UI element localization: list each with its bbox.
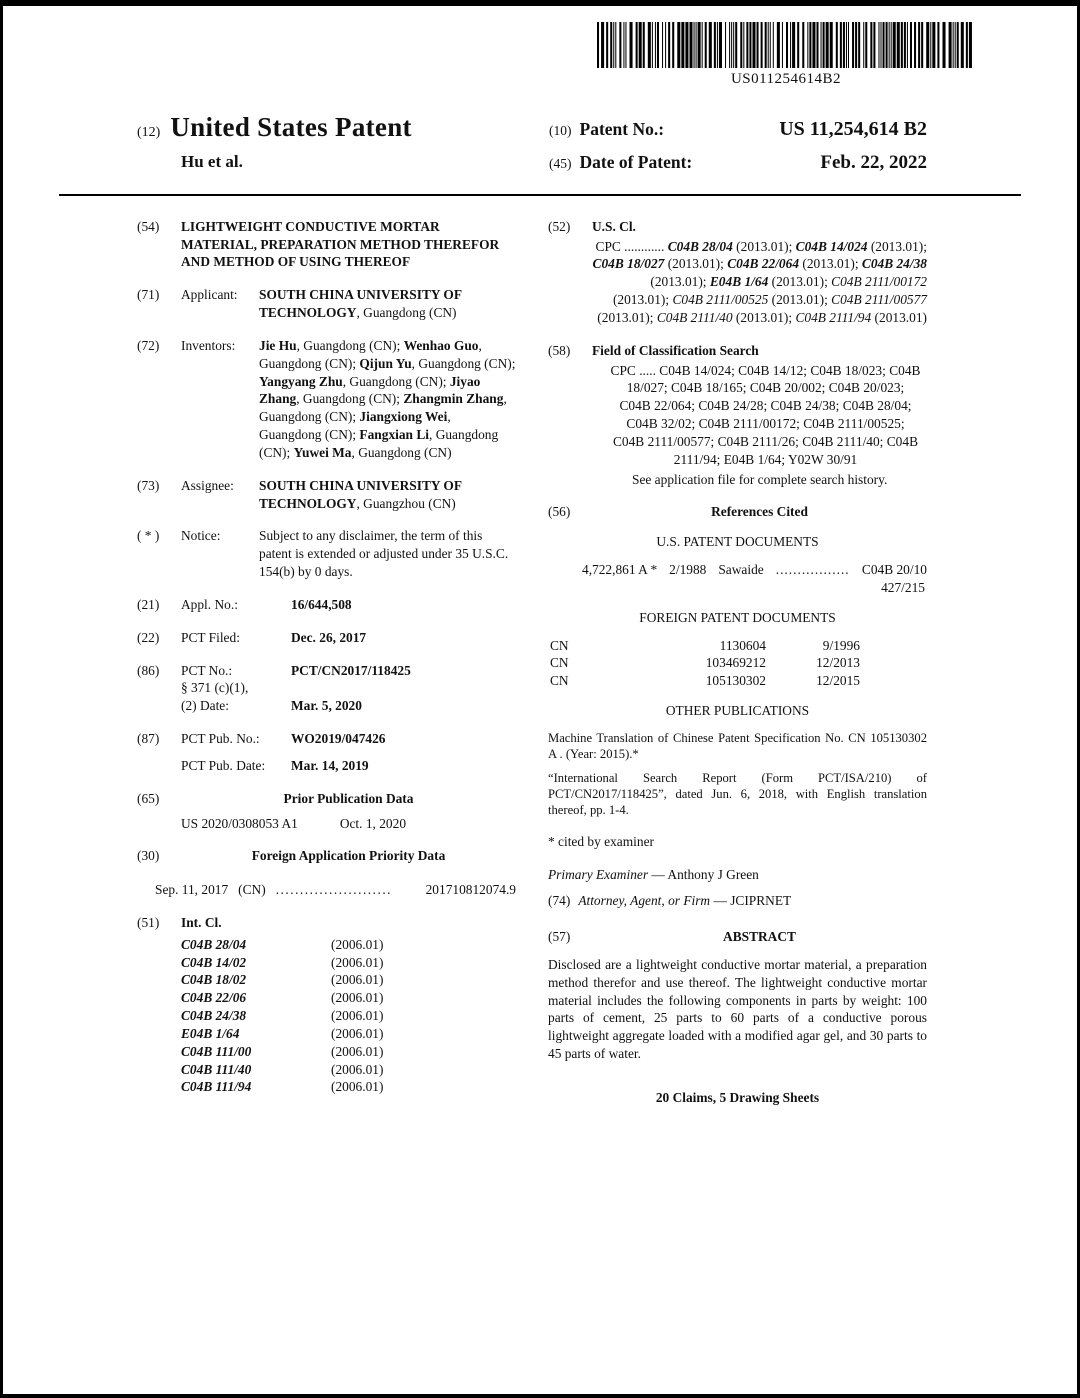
field-num-58: (58) — [548, 342, 571, 358]
field-num-74: (74) — [548, 893, 571, 909]
371-date-value: Mar. 5, 2020 — [291, 698, 362, 714]
int-cl-year: (2006.01) — [331, 990, 384, 1006]
prior-publication-number: US 2020/0308053 A1 — [181, 815, 298, 831]
inventor-name: Yuwei Ma — [293, 444, 352, 460]
foreign-date: 12/2013 — [816, 655, 860, 671]
foreign-patent-documents-heading: FOREIGN PATENT DOCUMENTS — [639, 609, 836, 625]
pct-no-value: PCT/CN2017/118425 — [291, 662, 411, 678]
field-73-assignee — [137, 477, 516, 513]
left-column — [137, 218, 516, 1111]
field-87-pct-pub — [137, 730, 516, 775]
field-num-52: (52) — [548, 218, 571, 234]
cpc-text: (2013.01); — [867, 238, 927, 254]
int-cl-year: (2006.01) — [331, 1008, 384, 1024]
masthead-left — [137, 110, 412, 174]
field-num-54: (54) — [137, 218, 160, 234]
cpc-code: C04B 14/024 — [795, 238, 868, 254]
pct-pub-no-label: PCT Pub. No.: — [181, 731, 260, 747]
int-cl-code: C04B 28/04 — [181, 936, 247, 952]
us-cl-heading: U.S. Cl. — [592, 218, 636, 234]
search-history-note: See application file for complete search history. — [632, 471, 888, 487]
foreign-patent-entry — [550, 672, 927, 690]
other-publications-list — [548, 730, 927, 819]
assignee-label: Assignee: — [181, 477, 234, 493]
int-cl-code: C04B 14/02 — [181, 954, 247, 970]
prior-publication-date: Oct. 1, 2020 — [339, 815, 407, 831]
int-cl-code: C04B 111/94 — [181, 1079, 252, 1095]
field-52-us-cl — [548, 218, 927, 327]
priority-country: (CN) — [238, 882, 266, 898]
foreign-priority-heading: Foreign Application Priority Data — [251, 848, 446, 864]
ref-patent-name: Sawaide — [718, 562, 764, 578]
assignee-name: SOUTH CHINA UNIVERSITY OF TECHNOLOGY — [259, 477, 462, 511]
cpc-code: C04B 2111/00577 — [831, 292, 927, 308]
field-num-87: (87) — [137, 731, 160, 747]
priority-application-number: 201710812074.9 — [425, 882, 516, 898]
foreign-number: 1130604 — [719, 637, 766, 653]
foreign-number: 103469212 — [705, 655, 766, 671]
pct-filed-label: PCT Filed: — [181, 629, 240, 645]
document-body — [3, 196, 1077, 1141]
applicant-label: Applicant: — [181, 287, 238, 303]
pct-filed-value: Dec. 26, 2017 — [291, 629, 367, 645]
foreign-date: 12/2015 — [816, 673, 860, 689]
cpc-code: C04B 22/064 — [727, 256, 800, 272]
cpc-text: (2013.01); — [650, 274, 710, 290]
claims-note: 20 Claims, 5 Drawing Sheets — [655, 1089, 820, 1105]
cpc-text: (2013.01); — [732, 309, 796, 325]
field-58-search — [548, 342, 927, 489]
notice-text: Subject to any disclaimer, the term of this patent is extended or adjusted under 35 U.S.C. 154(b) by 0 days. — [259, 528, 509, 580]
ref-patent-number: 4,722,861 A * — [582, 562, 658, 578]
foreign-date: 9/1996 — [822, 637, 860, 653]
masthead-right — [549, 110, 927, 182]
applicant-location: , Guangdong (CN) — [356, 305, 457, 321]
barcode — [597, 22, 975, 90]
cpc-code: C04B 2111/40 — [656, 309, 733, 325]
foreign-patent-entry — [550, 654, 927, 672]
field-num-72: (72) — [137, 337, 160, 353]
ref-patent-class: C04B 20/10 — [861, 562, 927, 578]
int-cl-code: C04B 111/40 — [181, 1061, 252, 1077]
field-num-51: (51) — [137, 914, 160, 930]
foreign-country: CN — [550, 655, 569, 671]
prior-publication-heading: Prior Publication Data — [283, 790, 414, 806]
cpc-code: E04B 1/64 — [709, 274, 769, 290]
other-publications-heading: OTHER PUBLICATIONS — [665, 703, 810, 719]
inventors-label: Inventors: — [181, 337, 236, 353]
int-cl-year: (2006.01) — [331, 1061, 384, 1077]
int-cl-entry — [181, 1025, 516, 1043]
cpc-code: C04B 18/027 — [592, 256, 665, 272]
field-num-12: (12) — [137, 124, 161, 140]
field-56-references — [548, 503, 927, 910]
field-num-65: (65) — [137, 790, 160, 806]
cpc-text: (2013.01) — [871, 309, 927, 325]
field-num-22: (22) — [137, 629, 160, 645]
foreign-patent-documents-list — [548, 637, 927, 690]
inventor-name: Jiyao Zhang — [259, 373, 481, 407]
inventor-name: Zhangmin Zhang — [403, 391, 504, 407]
invention-title: LIGHTWEIGHT CONDUCTIVE MORTAR MATERIAL, PREPARATION METHOD THEREFOR AND METHOD OF USING THEREOF — [181, 218, 500, 270]
foreign-priority-entry — [155, 881, 516, 899]
int-cl-year: (2006.01) — [331, 1079, 384, 1095]
abstract-text: Disclosed are a lightweight conductive mortar material, a preparation method therefor and use thereof. The lightweight conductive mortar material includes the following components in parts by weight: 100 parts of cement, 25 parts to 60 parts of a conductive porous lightweight aggregate loaded with a modified agar gel, and 30 parts to 45 parts of water. — [548, 956, 927, 1062]
references-heading: References Cited — [711, 504, 808, 520]
cpc-text: (2013.01); — [799, 256, 862, 272]
right-column — [548, 218, 927, 1111]
patent-date-value: Feb. 22, 2022 — [820, 151, 927, 173]
search-classification-list: CPC ..... C04B 14/024; C04B 14/12; C04B 18/023; C04B 18/027; C04B 18/165; C04B 20/002; C04B 20/023; C04B 22/064; C04B 24/28; C04B 24/38; C04B 28/04; C04B 32/02; C04B 2111/00172; C04B 2111/00525; C04B 2111/00577; C04B 2111/26; C04B 2111/40; C04B 2111/94; E04B 1/64; Y02W 30/91 — [610, 362, 921, 467]
field-num-21: (21) — [137, 596, 160, 612]
field-num-asterisk: ( * ) — [137, 528, 160, 544]
inventor-name: Qijun Yu — [359, 355, 412, 371]
field-num-86: (86) — [137, 662, 160, 678]
foreign-country: CN — [550, 637, 569, 653]
field-num-45: (45) — [549, 155, 572, 171]
foreign-number: 105130302 — [705, 673, 766, 689]
cpc-code: C04B 24/38 — [861, 256, 927, 272]
cpc-code: C04B 2111/94 — [795, 309, 872, 325]
field-num-71: (71) — [137, 287, 160, 303]
cpc-text: (2013.01); — [612, 292, 673, 308]
int-cl-entry — [181, 1043, 516, 1061]
int-cl-year: (2006.01) — [331, 936, 384, 952]
inventor-short-name: Hu et al. — [181, 151, 243, 171]
cpc-code: C04B 28/04 — [667, 238, 733, 254]
int-cl-entry — [181, 1061, 516, 1079]
field-57-abstract — [548, 928, 927, 1107]
pct-no-label: PCT No.: — [181, 662, 233, 678]
field-notice — [137, 527, 516, 580]
cpc-text: (2013.01); — [664, 256, 728, 272]
cpc-code: C04B 2111/00172 — [831, 274, 927, 290]
patent-number-row — [549, 116, 927, 143]
attorney-line — [548, 892, 927, 910]
inventor-name: Jie Hu — [259, 337, 297, 353]
field-51-int-cl — [137, 914, 516, 1096]
patent-date-label: Date of Patent: — [579, 151, 693, 172]
primary-examiner-label: Primary Examiner — [548, 867, 649, 883]
search-heading: Field of Classification Search — [592, 342, 759, 358]
section-371-clause: § 371 (c)(1), — [181, 680, 249, 696]
field-86-pct-no — [137, 662, 516, 715]
publication-item: “International Search Report (Form PCT/ISA/210) of PCT/CN2017/118425”, dated Jun. 6, 2018, with English translation thereof, pp. 1-4. — [548, 770, 927, 818]
applicant-name: SOUTH CHINA UNIVERSITY OF TECHNOLOGY — [259, 287, 462, 321]
patent-date-row — [549, 150, 927, 175]
inventor-name: Fangxian Li — [359, 427, 429, 443]
primary-examiner-name: — Anthony J Green — [648, 867, 759, 883]
applicant-value — [259, 286, 516, 322]
leader-dots: ................. — [775, 562, 850, 578]
ref-patent-date: 2/1988 — [669, 562, 707, 578]
ref-patent-class-2: 427/215 — [881, 579, 925, 595]
cpc-text: (2013.01); — [732, 238, 796, 254]
cited-by-examiner-note: * cited by examiner — [548, 833, 654, 849]
cpc-text: (2013.01); — [597, 309, 657, 325]
field-65-prior-publication — [137, 790, 516, 833]
cpc-text: (2013.01); — [768, 292, 832, 308]
field-72-inventors — [137, 337, 516, 462]
pct-pub-no-value: WO2019/047426 — [291, 731, 386, 747]
int-cl-entry — [181, 1078, 516, 1096]
int-cl-year: (2006.01) — [331, 972, 384, 988]
field-22-pct-filed — [137, 629, 516, 647]
field-num-73: (73) — [137, 477, 160, 493]
appl-no-value: 16/644,508 — [291, 596, 352, 612]
inventors-list: Jie Hu, Guangdong (CN); Wenhao Guo, Guangdong (CN); Qijun Yu, Guangdong (CN); Yangyang Zhu, Guangdong (CN); Jiyao Zhang, Guangdong (CN); Zhangmin Zhang, Guangdong (CN); Jiangxiong Wei, Guangdong (CN); Fangxian Li, Guangdong (CN); Yuwei Ma, Guangdong (CN) — [259, 337, 516, 460]
appl-no-label: Appl. No.: — [181, 596, 238, 612]
notice-label: Notice: — [181, 528, 221, 544]
foreign-country: CN — [550, 673, 569, 689]
int-cl-code: C04B 111/00 — [181, 1043, 252, 1059]
field-num-57: (57) — [548, 929, 571, 945]
attorney-label: Attorney, Agent, or Firm — [578, 893, 711, 909]
int-cl-entry — [181, 1007, 516, 1025]
publication-item: Machine Translation of Chinese Patent Specification No. CN 105130302 A . (Year: 2015).* — [548, 730, 927, 762]
foreign-patent-entry — [550, 637, 927, 655]
cpc-text: CPC ............ — [595, 238, 668, 254]
assignee-location: , Guangzhou (CN) — [356, 495, 456, 511]
primary-examiner-line — [548, 866, 927, 884]
inventor-name: Wenhao Guo — [403, 337, 479, 353]
barcode-icon — [597, 22, 975, 68]
us-patent-documents-heading: U.S. PATENT DOCUMENTS — [656, 534, 819, 550]
us-patent-document-entry — [548, 561, 927, 579]
patent-number-label: Patent No.: — [579, 118, 665, 139]
int-cl-year: (2006.01) — [331, 1043, 384, 1059]
int-cl-code: E04B 1/64 — [181, 1025, 240, 1041]
leader-dots: ........................ — [275, 882, 393, 898]
field-num-30: (30) — [137, 848, 160, 864]
masthead — [3, 90, 1077, 182]
int-cl-code: C04B 24/38 — [181, 1008, 247, 1024]
patent-number-value: US 11,254,614 B2 — [779, 117, 927, 140]
cpc-text: (2013.01); — [768, 274, 832, 290]
pct-pub-date-value: Mar. 14, 2019 — [291, 757, 369, 773]
int-cl-entry — [181, 971, 516, 989]
371-date-label: (2) Date: — [181, 698, 229, 714]
pct-pub-date-label: PCT Pub. Date: — [181, 757, 266, 773]
int-cl-entry — [181, 936, 516, 954]
field-54-title — [137, 218, 516, 271]
cpc-classification-list — [592, 238, 927, 327]
field-num-56: (56) — [548, 504, 571, 520]
inventor-name: Jiangxiong Wei — [359, 409, 448, 425]
document-kind-title: United States Patent — [170, 111, 412, 142]
barcode-text: US011254614B2 — [730, 71, 842, 87]
field-71-applicant — [137, 286, 516, 322]
field-21-appl-no — [137, 596, 516, 614]
abstract-heading: ABSTRACT — [723, 929, 796, 945]
int-cl-list — [181, 936, 516, 1096]
int-cl-code: C04B 22/06 — [181, 990, 247, 1006]
assignee-value — [259, 477, 516, 513]
int-cl-entry — [181, 989, 516, 1007]
int-cl-code: C04B 18/02 — [181, 972, 247, 988]
int-cl-year: (2006.01) — [331, 1025, 384, 1041]
inventor-name: Yangyang Zhu — [259, 373, 343, 389]
cpc-code: C04B 2111/00525 — [672, 292, 769, 308]
field-30-foreign-priority — [137, 847, 516, 899]
attorney-name: — JCIPRNET — [710, 893, 792, 909]
int-cl-year: (2006.01) — [331, 954, 384, 970]
int-cl-heading: Int. Cl. — [181, 914, 222, 930]
field-num-10: (10) — [549, 122, 572, 138]
priority-date: Sep. 11, 2017 — [155, 882, 229, 898]
int-cl-entry — [181, 954, 516, 972]
